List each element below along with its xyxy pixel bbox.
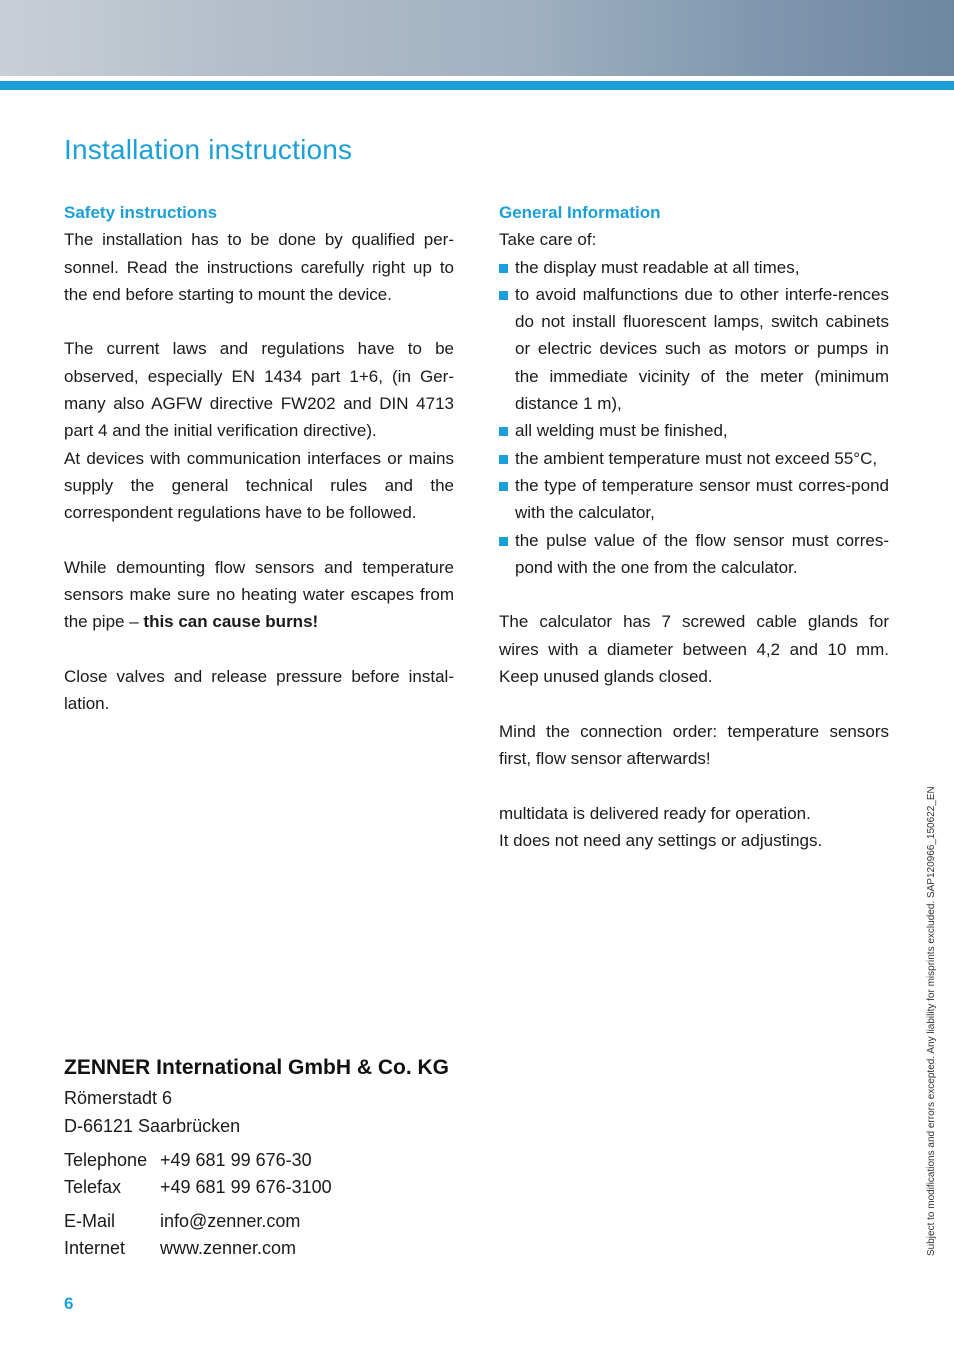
list-item-text: the ambient temperature must not exceed 55°C,: [515, 448, 878, 468]
spacer: [499, 581, 889, 608]
list-item-text: the pulse value of the flow sensor must corres-pond with the one from the calculator.: [515, 530, 889, 577]
list-item-text: to avoid malfunctions due to other interfe-rences do not install fluorescent lamps, switch cabinets or electric devices such as motors or pumps in the immediate vicinity of the meter (minimum distance 1 m),: [515, 284, 889, 414]
safety-paragraph-4: [64, 554, 454, 636]
spacer: [64, 527, 454, 554]
header-divider-blue: [0, 81, 954, 90]
burn-warning-text: While demounting flow sensors and temperature sensors make sure no heating water escapes from the pipe –: [64, 557, 454, 632]
contact-value[interactable]: www.zenner.com: [160, 1238, 297, 1258]
spacer: [499, 690, 889, 717]
list-item: [499, 254, 889, 281]
company-street: Römerstadt 6: [64, 1088, 173, 1108]
square-bullet-icon: [499, 291, 508, 300]
list-item: [499, 281, 889, 417]
company-city: D-66121 Saarbrücken: [64, 1116, 241, 1136]
header-gradient-band: [0, 0, 954, 76]
general-info-heading: General Information: [499, 203, 661, 222]
list-item: [499, 527, 889, 582]
safety-paragraph-2: The current laws and regulations have to be observed, especially EN 1434 part 1+6, (in Ger-many also AGFW directive FW202 and DIN 4713 part 4 and the initial verification directive).: [64, 339, 454, 441]
list-item: [499, 445, 889, 472]
contact-value: +49 681 99 676-3100: [160, 1177, 332, 1197]
list-item-text: all welding must be finished,: [515, 421, 728, 441]
contact-label: E-Mail: [64, 1211, 116, 1231]
connection-order-paragraph: Mind the connection order: temperature sensors first, flow sensor afterwards!: [499, 721, 889, 768]
square-bullet-icon: [499, 537, 508, 546]
page-number: 6: [64, 1294, 74, 1313]
disclaimer-vertical-text: Subject to modifications and errors excepted. Any liability for misprints excluded. SAP120966_150622_EN: [926, 786, 937, 1256]
page-title: Installation instructions: [64, 134, 353, 165]
cable-glands-paragraph: The calculator has 7 screwed cable glands for wires with a diameter between 4,2 and 10 mm. Keep unused glands closed.: [499, 612, 889, 687]
square-bullet-icon: [499, 264, 508, 273]
company-name: ZENNER International GmbH & Co. KG: [64, 1056, 450, 1079]
contact-value: +49 681 99 676-30: [160, 1150, 312, 1170]
list-item-text: the type of temperature sensor must corres-pond with the calculator,: [515, 475, 889, 523]
care-list: [499, 254, 889, 582]
contact-value[interactable]: info@zenner.com: [160, 1211, 301, 1231]
contact-label: Telefax: [64, 1177, 122, 1197]
safety-column: [64, 199, 454, 718]
square-bullet-icon: [499, 482, 508, 491]
spacer: [499, 772, 889, 799]
ready-paragraph-line-1: multidata is delivered ready for operation.: [499, 803, 811, 823]
safety-paragraph-5: Close valves and release pressure before instal-lation.: [64, 667, 454, 714]
contact-label: Telephone: [64, 1150, 148, 1170]
ready-paragraph-line-2: It does not need any settings or adjustings.: [499, 830, 823, 850]
safety-paragraph-3: At devices with communication interfaces or mains supply the general technical rules and the correspondent regulations have to be followed.: [64, 448, 454, 523]
square-bullet-icon: [499, 427, 508, 436]
list-item: [499, 417, 889, 444]
spacer: [64, 636, 454, 663]
list-item-text: the display must readable at all times,: [515, 257, 800, 277]
contact-label: Internet: [64, 1238, 126, 1258]
square-bullet-icon: [499, 455, 508, 464]
burn-warning-bold: this can cause burns!: [143, 612, 319, 632]
list-item: [499, 472, 889, 527]
general-info-intro: Take care of:: [499, 230, 597, 250]
general-info-column: [499, 199, 889, 854]
safety-paragraph-1: The installation has to be done by qualified per-sonnel. Read the instructions carefully right up to the end before starting to mount the device.: [64, 230, 454, 304]
safety-heading: Safety instructions: [64, 203, 218, 222]
spacer: [64, 308, 454, 335]
